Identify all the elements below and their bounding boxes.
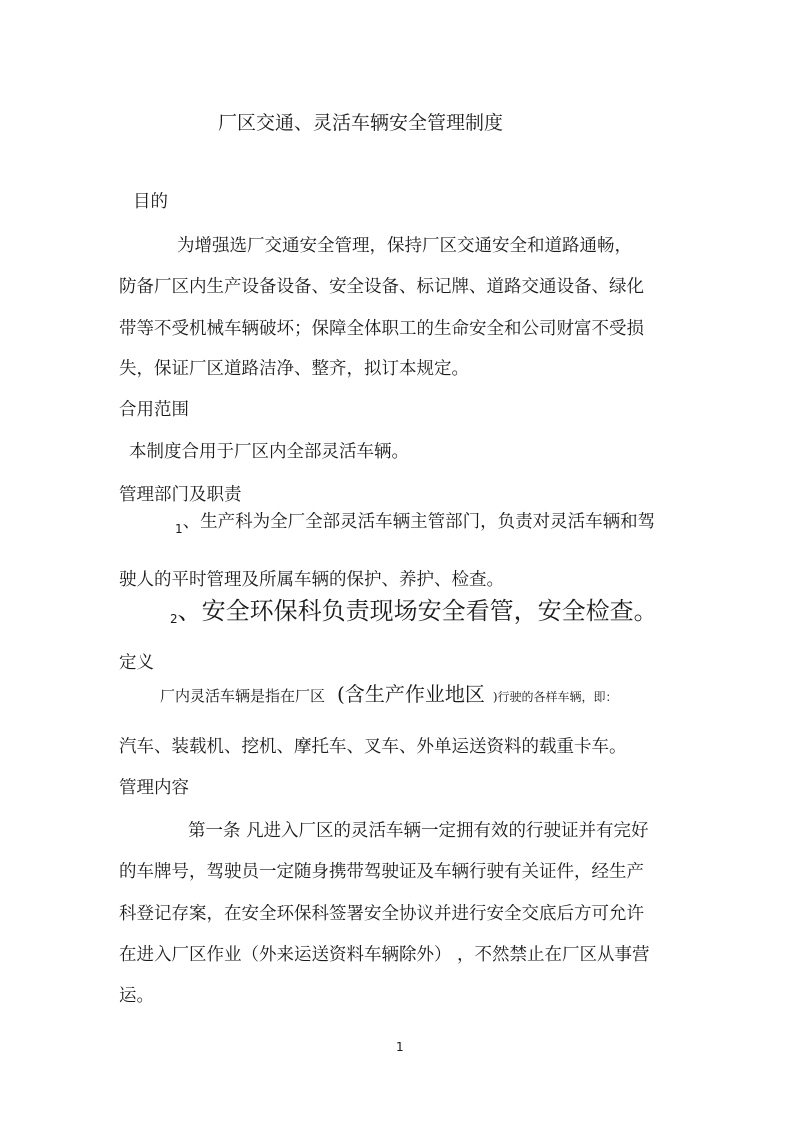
document-title: 厂区交通、灵活车辆安全管理制度 — [218, 112, 504, 134]
content-heading: 管理内容 — [119, 778, 189, 798]
purpose-line-1: 为增强选厂交通安全管理，保持厂区交通安全和道路通畅， — [177, 236, 632, 256]
definition-paren-open: ( — [337, 682, 345, 706]
content-line-3: 科登记存案，在安全环保科签署安全协议并进行安全交底后方可允许 — [119, 904, 644, 924]
duties-item-1-continuation: 驶人的平时管理及所属车辆的保护、养护、检查。 — [119, 570, 504, 590]
duties-item-1-text: 、生产科为全厂全部灵活车辆主管部门，负责对灵活车辆和驾 — [182, 512, 656, 532]
definition-line-2: 汽车、装载机、挖机、摩托车、叉车、外单运送资料的载重卡车。 — [119, 737, 627, 757]
definition-paren-close: ) — [492, 690, 498, 704]
content-line-4: 在进入厂区作业（外来运送资料车辆除外） ，不然禁止在厂区从事营 — [119, 945, 650, 965]
content-line-1: 第一条 凡进入厂区的灵活车辆一定拥有效的行驶证并有完好 — [188, 821, 649, 841]
purpose-line-4: 失，保证厂区道路洁净、整齐，拟订本规定。 — [119, 359, 469, 379]
purpose-heading: 目的 — [133, 192, 168, 212]
duties-item-2-number: 2 — [170, 612, 178, 626]
definition-part-1: 厂内灵活车辆是指在厂区 — [160, 687, 326, 705]
content-line-2: 的车牌号，驾驶员一定随身携带驾驶证及车辆行驶有关证件，经生产 — [119, 862, 644, 882]
scope-text: 本制度合用于厂区内全部灵活车辆。 — [129, 442, 409, 462]
duties-heading: 管理部门及职责 — [119, 485, 242, 505]
purpose-line-3: 带等不受机械车辆破坏；保障全体职工的生命安全和公司财富不受损 — [119, 319, 644, 339]
duties-item-1 — [175, 512, 656, 536]
content-line-5: 运。 — [119, 986, 154, 1006]
definition-line-1 — [160, 682, 618, 707]
definition-part-3: 行驶的各样车辆，即： — [497, 690, 618, 704]
purpose-line-2: 防备厂区内生产设备设备、安全设备、标记牌、道路交通设备、绿化 — [119, 277, 644, 297]
page-number: 1 — [396, 1040, 404, 1054]
definition-heading: 定义 — [119, 653, 154, 673]
scope-heading: 合用范围 — [119, 400, 189, 420]
duties-item-2 — [170, 597, 658, 626]
duties-item-2-text: 、安全环保科负责现场安全看管，安全检查。 — [177, 597, 658, 625]
definition-part-2: 含生产作业地区 — [344, 682, 485, 706]
duties-item-1-number: 1 — [175, 522, 183, 536]
